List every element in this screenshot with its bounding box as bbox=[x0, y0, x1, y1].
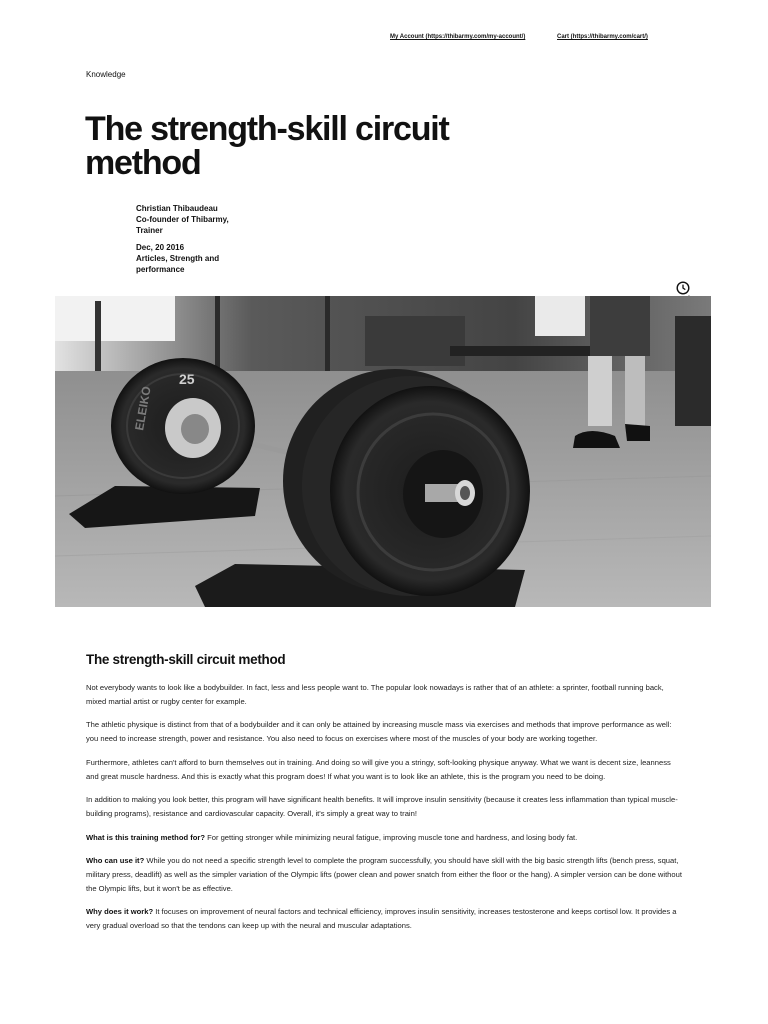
cart-link[interactable]: Cart (https://thibarmy.com/cart/) bbox=[557, 34, 648, 40]
qa-answer: While you do not need a specific strength level to complete the program successfully, you should have skill with the big basic strength lifts (bench press, squat, military press, deadlift) as well as the simpler variation of the Olympic lifts (power clean and power snatch from either the floor or the hang). A simpler version can be done without the Olympic lifts, but it won't be as effective. bbox=[86, 856, 682, 893]
qa-paragraph bbox=[86, 905, 682, 932]
my-account-link[interactable]: My Account (https://thibarmy.com/my-account/) bbox=[390, 34, 526, 40]
author-name: Christian Thibaudeau bbox=[136, 204, 218, 213]
article-meta bbox=[136, 203, 246, 275]
publish-date: Dec, 20 2016 bbox=[136, 243, 185, 252]
article-body bbox=[86, 652, 682, 943]
article-paragraph: In addition to making you look better, this program will have significant health benefits. It will improve insulin sensitivity (because it creates less inflammation than typical muscle-building programs), resistance and cardiovascular capacity. Overall, it's simply a great way to train! bbox=[86, 795, 678, 818]
qa-question: Why does it work? bbox=[86, 907, 154, 917]
author-role: Co-founder of Thibarmy, Trainer bbox=[136, 215, 229, 235]
qa-paragraph bbox=[86, 854, 682, 895]
qa-answer: It focuses on improvement of neural factors and technical efficiency, improves insulin sensitivity, increases testosterone and keeps cortisol low. It provides a very gradual overload so that the tendons can keep up with the neural and muscular adaptations. bbox=[86, 907, 677, 931]
article-heading: The strength-skill circuit method bbox=[86, 652, 286, 667]
top-nav bbox=[390, 34, 678, 40]
qa-question: Who can use it? bbox=[86, 856, 145, 866]
category-label[interactable]: Knowledge bbox=[86, 70, 126, 79]
article-tags[interactable]: Articles, Strength and performance bbox=[136, 254, 220, 274]
qa-paragraph bbox=[86, 831, 682, 845]
article-paragraph: Furthermore, athletes can't afford to burn themselves out in training. And doing so will give you a stringy, soft-looking physique anyway. What we want is decent size, leanness and great muscle hardness. And this is exactly what this program does! If what you want is to look like an athlete, this is the program you need to be doing. bbox=[86, 757, 671, 781]
plate-weight-text: 25 bbox=[179, 371, 195, 387]
hero-image bbox=[55, 296, 711, 607]
qa-question: What is this training method for? bbox=[86, 832, 205, 842]
article-paragraph: Not everybody wants to look like a bodybuilder. In fact, less and less people want to. The popular look nowadays is rather that of an athlete: a sprinter, football running back, mixed martial artist or rugby center for example. bbox=[86, 683, 664, 706]
qa-answer: For getting stronger while minimizing neural fatigue, improving muscle tone and hardness, and losing body fat. bbox=[204, 832, 578, 842]
clock-icon bbox=[676, 281, 690, 295]
article-paragraph: The athletic physique is distinct from that of a bodybuilder and it can only be attained by increasing muscle mass via exercises and methods that improve performance as well: you need to increase strength, power and resistance. You also need to focus on exercises where most of the muscles of your body are working together. bbox=[86, 720, 672, 744]
plate-brand-text: ELEIKO bbox=[132, 385, 154, 432]
page-title: The strength-skill circuit method bbox=[85, 110, 449, 182]
